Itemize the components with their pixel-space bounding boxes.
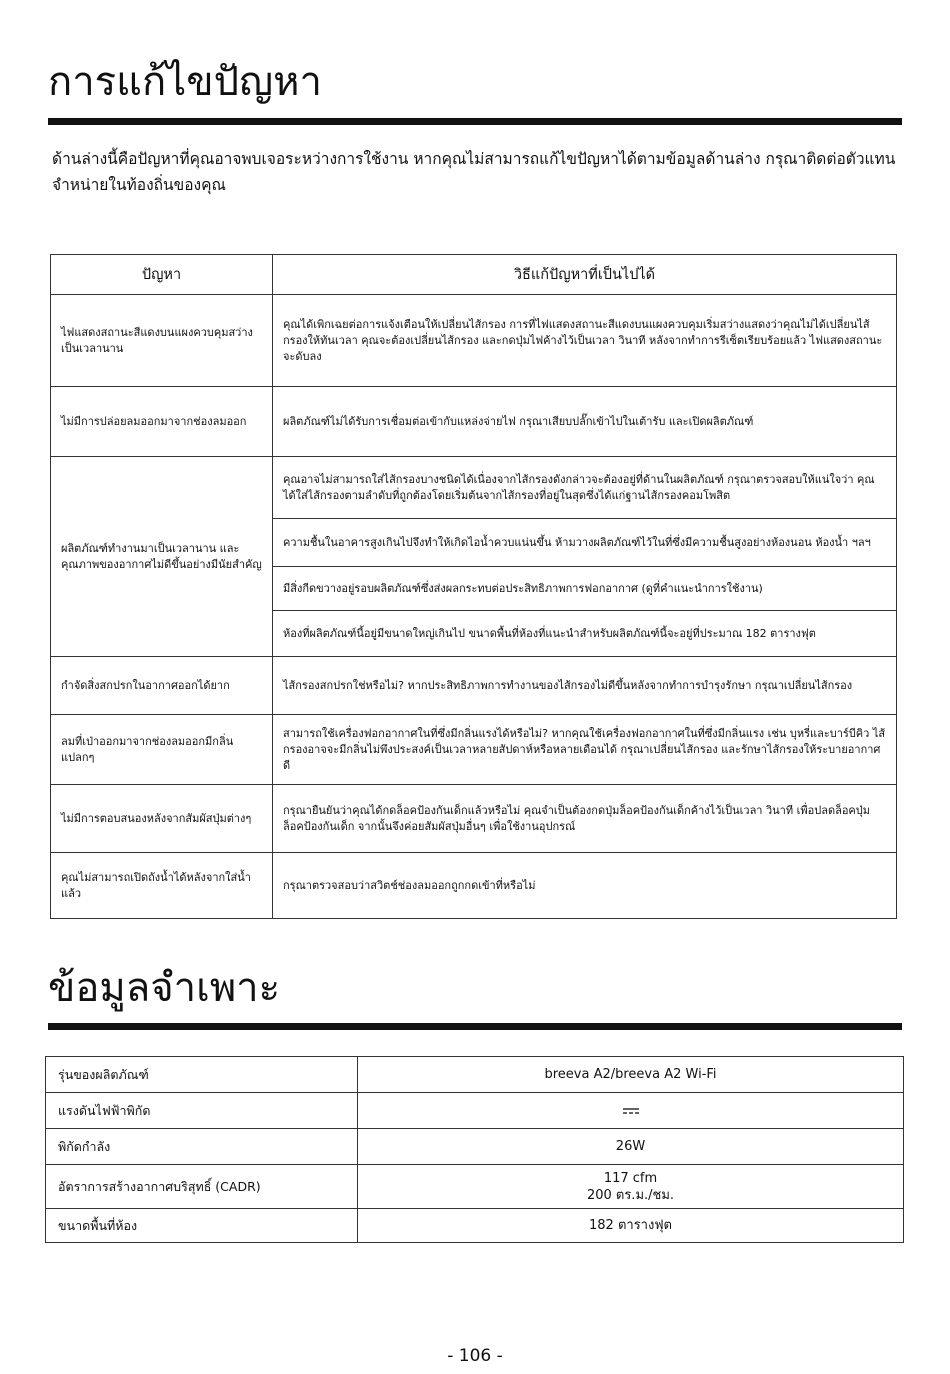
- solution-cell: ผลิตภัณฑ์ไม่ได้รับการเชื่อมต่อเข้ากับแหล่งจ่ายไฟ กรุณาเสียบปลั๊กเข้าไปในเต้ารับ และเปิดผลิตภัณฑ์: [273, 387, 897, 457]
- spec-value-line: 200 ตร.ม./ชม.: [586, 1187, 675, 1203]
- solution-cell: คุณอาจไม่สามารถใส่ไส้กรองบางชนิดได้เนื่องจากไส้กรองดังกล่าวจะต้องอยู่ที่ด้านในผลิตภัณฑ์ กรุณาตรวจสอบให้แน่ใจว่า คุณได้ใส่ไส้กรองตามลำดับที่ถูกต้องโดยเริ่มต้นจากไส้กรองที่อยู่ในสุดซึ่งได้แก่ฐานไส้กรองคอมโพสิต: [273, 457, 897, 519]
- spec-value: [358, 1165, 904, 1209]
- specifications-table: [45, 1056, 904, 1243]
- table-row: [46, 1093, 904, 1129]
- solution-cell: กรุณายืนยันว่าคุณได้กดล็อคป้องกันเด็กแล้วหรือไม่ คุณจำเป็นต้องกดปุ่มล็อคป้องกันเด็กค้างไว้เป็นเวลา วินาที เพื่อปลดล็อคปุ่มล็อคป้องกันเด็ก จากนั้นจึงค่อยสัมผัสปุ่มอื่นๆ เพื่อใช้งานอุปกรณ์: [273, 785, 897, 853]
- header-solution: วิธีแก้ปัญหาที่เป็นไปได้: [273, 255, 897, 295]
- solution-cell: มีสิ่งกีดขวางอยู่รอบผลิตภัณฑ์ซึ่งส่งผลกระทบต่อประสิทธิภาพการฟอกอากาศ (ดูที่คำแนะนำการใช้งาน): [273, 567, 897, 611]
- spec-label: ขนาดพื้นที่ห้อง: [46, 1209, 358, 1243]
- table-row: [51, 295, 897, 387]
- table-header-row: [51, 255, 897, 295]
- page-number: - 106 -: [447, 1346, 503, 1366]
- table-row: [46, 1209, 904, 1243]
- solution-cell: กรุณาตรวจสอบว่าสวิตช์ช่องลมออกถูกกดเข้าที่หรือไม่: [273, 853, 897, 919]
- specifications-title: ข้อมูลจำเพาะ: [48, 965, 281, 1011]
- spec-value: breeva A2/breeva A2 Wi-Fi: [358, 1057, 904, 1093]
- spec-label: แรงดันไฟฟ้าพิกัด: [46, 1093, 358, 1129]
- table-row: [46, 1165, 904, 1209]
- title-rule: [48, 118, 902, 125]
- spec-value-line: 117 cfm: [603, 1170, 658, 1186]
- problem-cell: กำจัดสิ่งสกปรกในอากาศออกได้ยาก: [51, 657, 273, 715]
- spec-value: 182 ตารางฟุต: [358, 1209, 904, 1243]
- table-row: [51, 853, 897, 919]
- table-row: [51, 785, 897, 853]
- intro-text: ด้านล่างนี้คือปัญหาที่คุณอาจพบเจอระหว่างการใช้งาน หากคุณไม่สามารถแก้ไขปัญหาได้ตามข้อมูลด้านล่าง กรุณาติดต่อตัวแทนจำหน่ายในท้องถิ่นของคุณ: [52, 150, 896, 194]
- table-row: [51, 715, 897, 785]
- table-row: [46, 1129, 904, 1165]
- problem-cell: ลมที่เป่าออกมาจากช่องลมออกมีกลิ่นแปลกๆ: [51, 715, 273, 785]
- problem-cell: คุณไม่สามารถเปิดถังน้ำได้หลังจากใส่น้ำแล้ว: [51, 853, 273, 919]
- dc-current-icon: [622, 1106, 640, 1116]
- spec-value: 26W: [358, 1129, 904, 1165]
- problem-cell: ไฟแสดงสถานะสีแดงบนแผงควบคุมสว่างเป็นเวลานาน: [51, 295, 273, 387]
- solution-cell: ไส้กรองสกปรกใช่หรือไม่? หากประสิทธิภาพการทำงานของไส้กรองไม่ดีขึ้นหลังจากทำการบำรุงรักษา กรุณาเปลี่ยนไส้กรอง: [273, 657, 897, 715]
- problem-cell: ไม่มีการตอบสนองหลังจากสัมผัสปุ่มต่างๆ: [51, 785, 273, 853]
- table-row: [51, 387, 897, 457]
- troubleshooting-title: การแก้ไขปัญหา: [48, 59, 322, 105]
- spec-label: รุ่นของผลิตภัณฑ์: [46, 1057, 358, 1093]
- table-row: [51, 657, 897, 715]
- header-problem: ปัญหา: [51, 255, 273, 295]
- table-row: [46, 1057, 904, 1093]
- spec-label: อัตราการสร้างอากาศบริสุทธิ์ (CADR): [46, 1165, 358, 1209]
- problem-cell: ผลิตภัณฑ์ทำงานมาเป็นเวลานาน และคุณภาพของอากาศไม่ดีขึ้นอย่างมีนัยสำคัญ: [51, 457, 273, 657]
- problem-cell: ไม่มีการปล่อยลมออกมาจากช่องลมออก: [51, 387, 273, 457]
- solution-cell: สามารถใช้เครื่องฟอกอากาศในที่ซึ่งมีกลิ่นแรงได้หรือไม่? หากคุณใช้เครื่องฟอกอากาศในที่ซึ่งมีกลิ่นแรง เช่น บุหรี่และบาร์บีคิว ไส้กรองอาจจะมีกลิ่นไม่พึงประสงค์เป็นเวลาหลายสัปดาห์หรือหลายเดือนได้ กรุณาเปลี่ยนไส้กรอง และรักษาไส้กรองให้ระบายอากาศดี: [273, 715, 897, 785]
- solution-cell: ห้องที่ผลิตภัณฑ์นี้อยู่มีขนาดใหญ่เกินไป ขนาดพื้นที่ห้องที่แนะนำสำหรับผลิตภัณฑ์นี้จะอยู่ที่ประมาณ 182 ตารางฟุต: [273, 611, 897, 657]
- spec-value: [358, 1093, 904, 1129]
- solution-cell: ความชื้นในอาคารสูงเกินไปจึงทำให้เกิดไอน้ำควบแน่นขึ้น ห้ามวางผลิตภัณฑ์ไว้ในที่ซึ่งมีความชื้นสูงอย่างห้องนอน ห้องน้ำ ฯลฯ: [273, 519, 897, 567]
- troubleshooting-table: [50, 254, 897, 919]
- title-rule: [48, 1023, 902, 1030]
- solution-cell: คุณได้เพิกเฉยต่อการแจ้งเตือนให้เปลี่ยนไส้กรอง การที่ไฟแสดงสถานะสีแดงบนแผงควบคุมเริ่มสว่างแสดงว่าคุณไม่ได้เปลี่ยนไส้กรองให้ทันเวลา คุณจะต้องเปลี่ยนไส้กรอง และกดปุ่มไฟค้างไว้เป็นเวลา วินาที หลังจากทำการรีเซ็ตเรียบร้อยแล้ว ไฟแสดงสถานะจะดับลง: [273, 295, 897, 387]
- table-row: [51, 457, 897, 519]
- spec-label: พิกัดกำลัง: [46, 1129, 358, 1165]
